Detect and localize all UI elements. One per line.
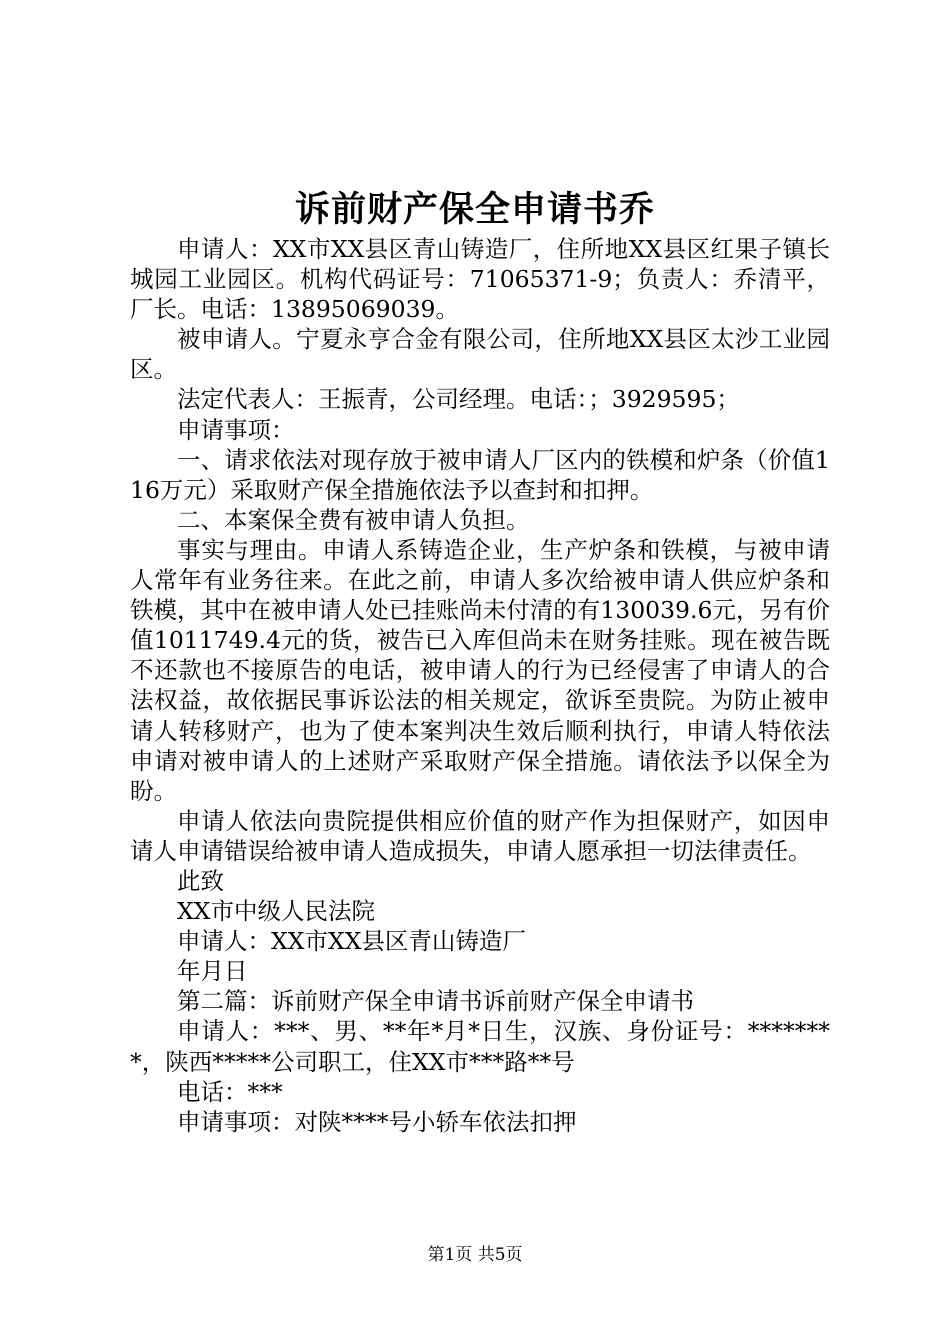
paragraph-court: XX市中级人民法院 — [177, 897, 375, 926]
paragraph-salutation: 此致 — [177, 866, 224, 895]
paragraph-second-request: 申请事项：对陕****号小轿车依法扣押 — [177, 1107, 577, 1136]
paragraph-second-applicant: 申请人：***、男、**年*月*日生，汉族、身份证号：********，陕西*****公司职工，住XX市***路**号 — [130, 1017, 830, 1076]
document-body — [130, 234, 830, 1137]
paragraph-request-item-1: 一、请求依法对现存放于被申请人厂区内的铁模和炉条（价值116万元）采取财产保全措施依法予以查封和扣押。 — [130, 445, 830, 504]
document-title: 诉前财产保全申请书乔 — [294, 190, 655, 230]
paragraph-signature: 申请人：XX市XX县区青山铸造厂 — [177, 927, 526, 956]
paragraph-applicant: 申请人：XX市XX县区青山铸造厂，住所地XX县区红果子镇长城园工业园区。机构代码证号：71065371-9；负责人：乔清平，厂长。电话：13895069039。 — [130, 235, 830, 324]
paragraph-date: 年月日 — [177, 957, 248, 986]
paragraph-request-item-2: 二、本案保全费有被申请人负担。 — [177, 505, 530, 534]
paragraph-guarantee: 申请人依法向贵院提供相应价值的财产作为担保财产，如因申请人申请错误给被申请人造成损失，申请人愿承担一切法律责任。 — [130, 806, 830, 865]
paragraph-request-heading: 申请事项： — [177, 415, 295, 444]
paragraph-second-phone: 电话：*** — [177, 1077, 283, 1106]
page-number: 第1页 共5页 — [427, 1245, 523, 1265]
paragraph-second-article-title: 第二篇：诉前财产保全申请书诉前财产保全申请书 — [177, 987, 694, 1016]
paragraph-respondent: 被申请人。宁夏永亨合金有限公司，住所地XX县区太沙工业园区。 — [130, 325, 830, 384]
paragraph-legal-representative: 法定代表人：王振青，公司经理。电话：；3929595； — [177, 385, 740, 414]
paragraph-facts-and-reasons: 事实与理由。申请人系铸造企业，生产炉条和铁模，与被申请人常年有业务往来。在此之前，申请人多次给被申请人供应炉条和铁模，其中在被申请人处已挂账尚未付清的有130039.6元，另有价值1011749.4元的货，被告已入库但尚未在财务挂账。现在被告既不还款也不接原告的电话，被申请人的行为已经侵害了申请人的合法权益，故依据民事诉讼法的相关规定，欲诉至贵院。为防止被申请人转移财产，也为了使本案判决生效后顺利执行，申请人特依法申请对被申请人的上述财产采取财产保全措施。请依法予以保全为盼。 — [130, 535, 830, 805]
